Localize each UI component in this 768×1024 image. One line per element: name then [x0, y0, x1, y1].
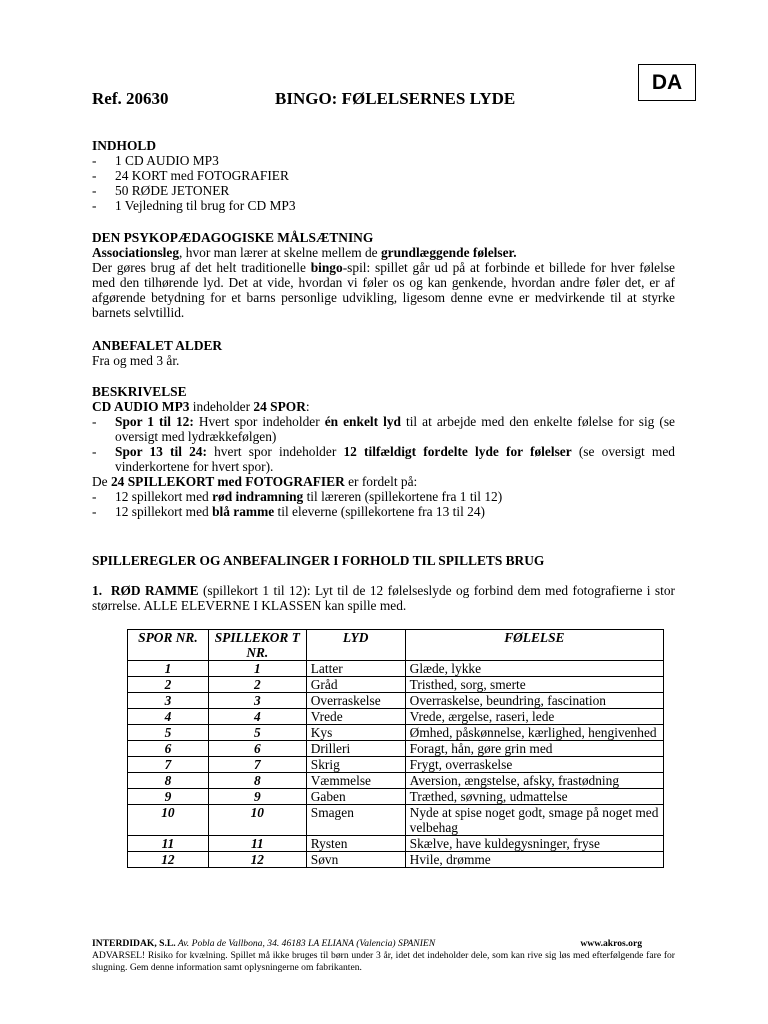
table-row: 5 5 Kys Ømhed, påskønnelse, kærlighed, hengivenhed — [128, 725, 664, 741]
company-name: INTERDIDAK, S.L. — [92, 938, 176, 949]
footer-company-line — [92, 938, 675, 950]
table-row: 8 8 Væmmelse Aversion, ængstelse, afsky, frastødning — [128, 773, 664, 789]
company-address: Av. Pobla de Vallbona, 34. 46183 LA ELIANA (Valencia) SPANIEN — [175, 938, 436, 949]
age-heading: ANBEFALET ALDER — [92, 338, 223, 353]
list-item: - 12 spillekort med rød indramning til læreren (spillekortene fra 1 til 12) — [92, 489, 503, 504]
rules-heading: SPILLEREGLER OG ANBEFALINGER I FORHOLD TIL SPILLETS BRUG — [92, 553, 545, 568]
header-card: SPILLEKOR T NR. — [208, 630, 306, 661]
list-item: - Spor 1 til 12: Hvert spor indeholder én enkelt lyd til at arbejde med den enkelte følelse for sig (se oversigt med lydrækkefølgen) — [92, 414, 675, 444]
contents-heading: INDHOLD — [92, 138, 156, 153]
table-row: 9 9 Gaben Træthed, søvning, udmattelse — [128, 789, 664, 805]
goal-paragraph: Der gøres brug af det helt traditionelle bingo-spil: spillet går ud på at forbinde et billede for hver følelse med den tilhørende lyd. Det at vide, hvordan vi føler os og kan genkende, hvordan andre føler det, er af afgørende betydning for et barns personlige udvikling, ligesom denne evne er medvirkende til at styrke barnets selvtillid. — [92, 260, 675, 320]
table-header-row — [128, 630, 664, 661]
table-row: 12 12 Søvn Hvile, drømme — [128, 852, 664, 868]
list-item: - Spor 13 til 24: hvert spor indeholder 12 tilfældigt fordelte lyde for følelser (se oversigt med vinderkortene for hvert spor). — [92, 444, 675, 474]
table-row: 10 10 Smagen Nyde at spise noget godt, smage på noget med velbehag — [128, 805, 664, 836]
table-row: 6 6 Drilleri Foragt, hån, gøre grin med — [128, 741, 664, 757]
rules-item: 1. RØD RAMME (spillekort 1 til 12): Lyt til de 12 følelseslyde og forbind dem med fotografierne i stor størrelse. ALLE ELEVERNE I KLASSEN kan spille med. — [92, 583, 675, 613]
goal-intro: Associationsleg, hvor man lærer at skelne mellem de grundlæggende følelser. — [92, 245, 517, 260]
list-item: - 50 RØDE JETONER — [92, 183, 230, 198]
table-row: 1 1 Latter Glæde, lykke — [128, 661, 664, 677]
list-item: - 1 Vejledning til brug for CD MP3 — [92, 198, 296, 213]
table-row: 11 11 Rysten Skælve, have kuldegysninger, fryse — [128, 836, 664, 852]
description-heading: BESKRIVELSE — [92, 384, 187, 399]
header-sound: LYD — [306, 630, 405, 661]
sound-table — [127, 629, 664, 868]
header-track: SPOR NR. — [128, 630, 209, 661]
table-row: 3 3 Overraskelse Overraskelse, beundring, fascination — [128, 693, 664, 709]
table-row: 2 2 Gråd Tristhed, sorg, smerte — [128, 677, 664, 693]
cd-line: CD AUDIO MP3 indeholder 24 SPOR: — [92, 399, 310, 414]
table-row: 7 7 Skrig Frygt, overraskelse — [128, 757, 664, 773]
rules-section — [92, 553, 675, 613]
reference-number: Ref. 20630 — [92, 89, 169, 108]
safety-warning: ADVARSEL! Risiko for kvælning. Spillet må ikke bruges til børn under 3 år, idet det indeholder dele, som kan rive sig løs med efterfølgende fare for slugning. Gem denne information samt oplysningerne om fabrikanten. — [92, 950, 675, 973]
list-item: - 1 CD AUDIO MP3 — [92, 153, 219, 168]
goal-section — [92, 230, 675, 320]
age-section — [92, 338, 675, 368]
contents-section — [92, 138, 675, 213]
goal-heading: DEN PSYKOPÆDAGOGISKE MÅLSÆTNING — [92, 230, 374, 245]
age-text: Fra og med 3 år. — [92, 353, 180, 368]
header-feeling: FØLELSE — [405, 630, 663, 661]
document-header — [92, 89, 516, 109]
page-footer — [92, 938, 675, 974]
language-code-box: DA — [638, 64, 696, 101]
website-link[interactable]: www.akros.org — [580, 938, 642, 949]
description-section — [92, 384, 675, 519]
list-item: - 12 spillekort med blå ramme til eleverne (spillekortene fra 13 til 24) — [92, 504, 486, 519]
cards-line: De 24 SPILLEKORT med FOTOGRAFIER er fordelt på: — [92, 474, 418, 489]
document-title: BINGO: FØLELSERNES LYDE — [275, 89, 516, 108]
list-item: - 24 KORT med FOTOGRAFIER — [92, 168, 289, 183]
table-row: 4 4 Vrede Vrede, ærgelse, raseri, lede — [128, 709, 664, 725]
